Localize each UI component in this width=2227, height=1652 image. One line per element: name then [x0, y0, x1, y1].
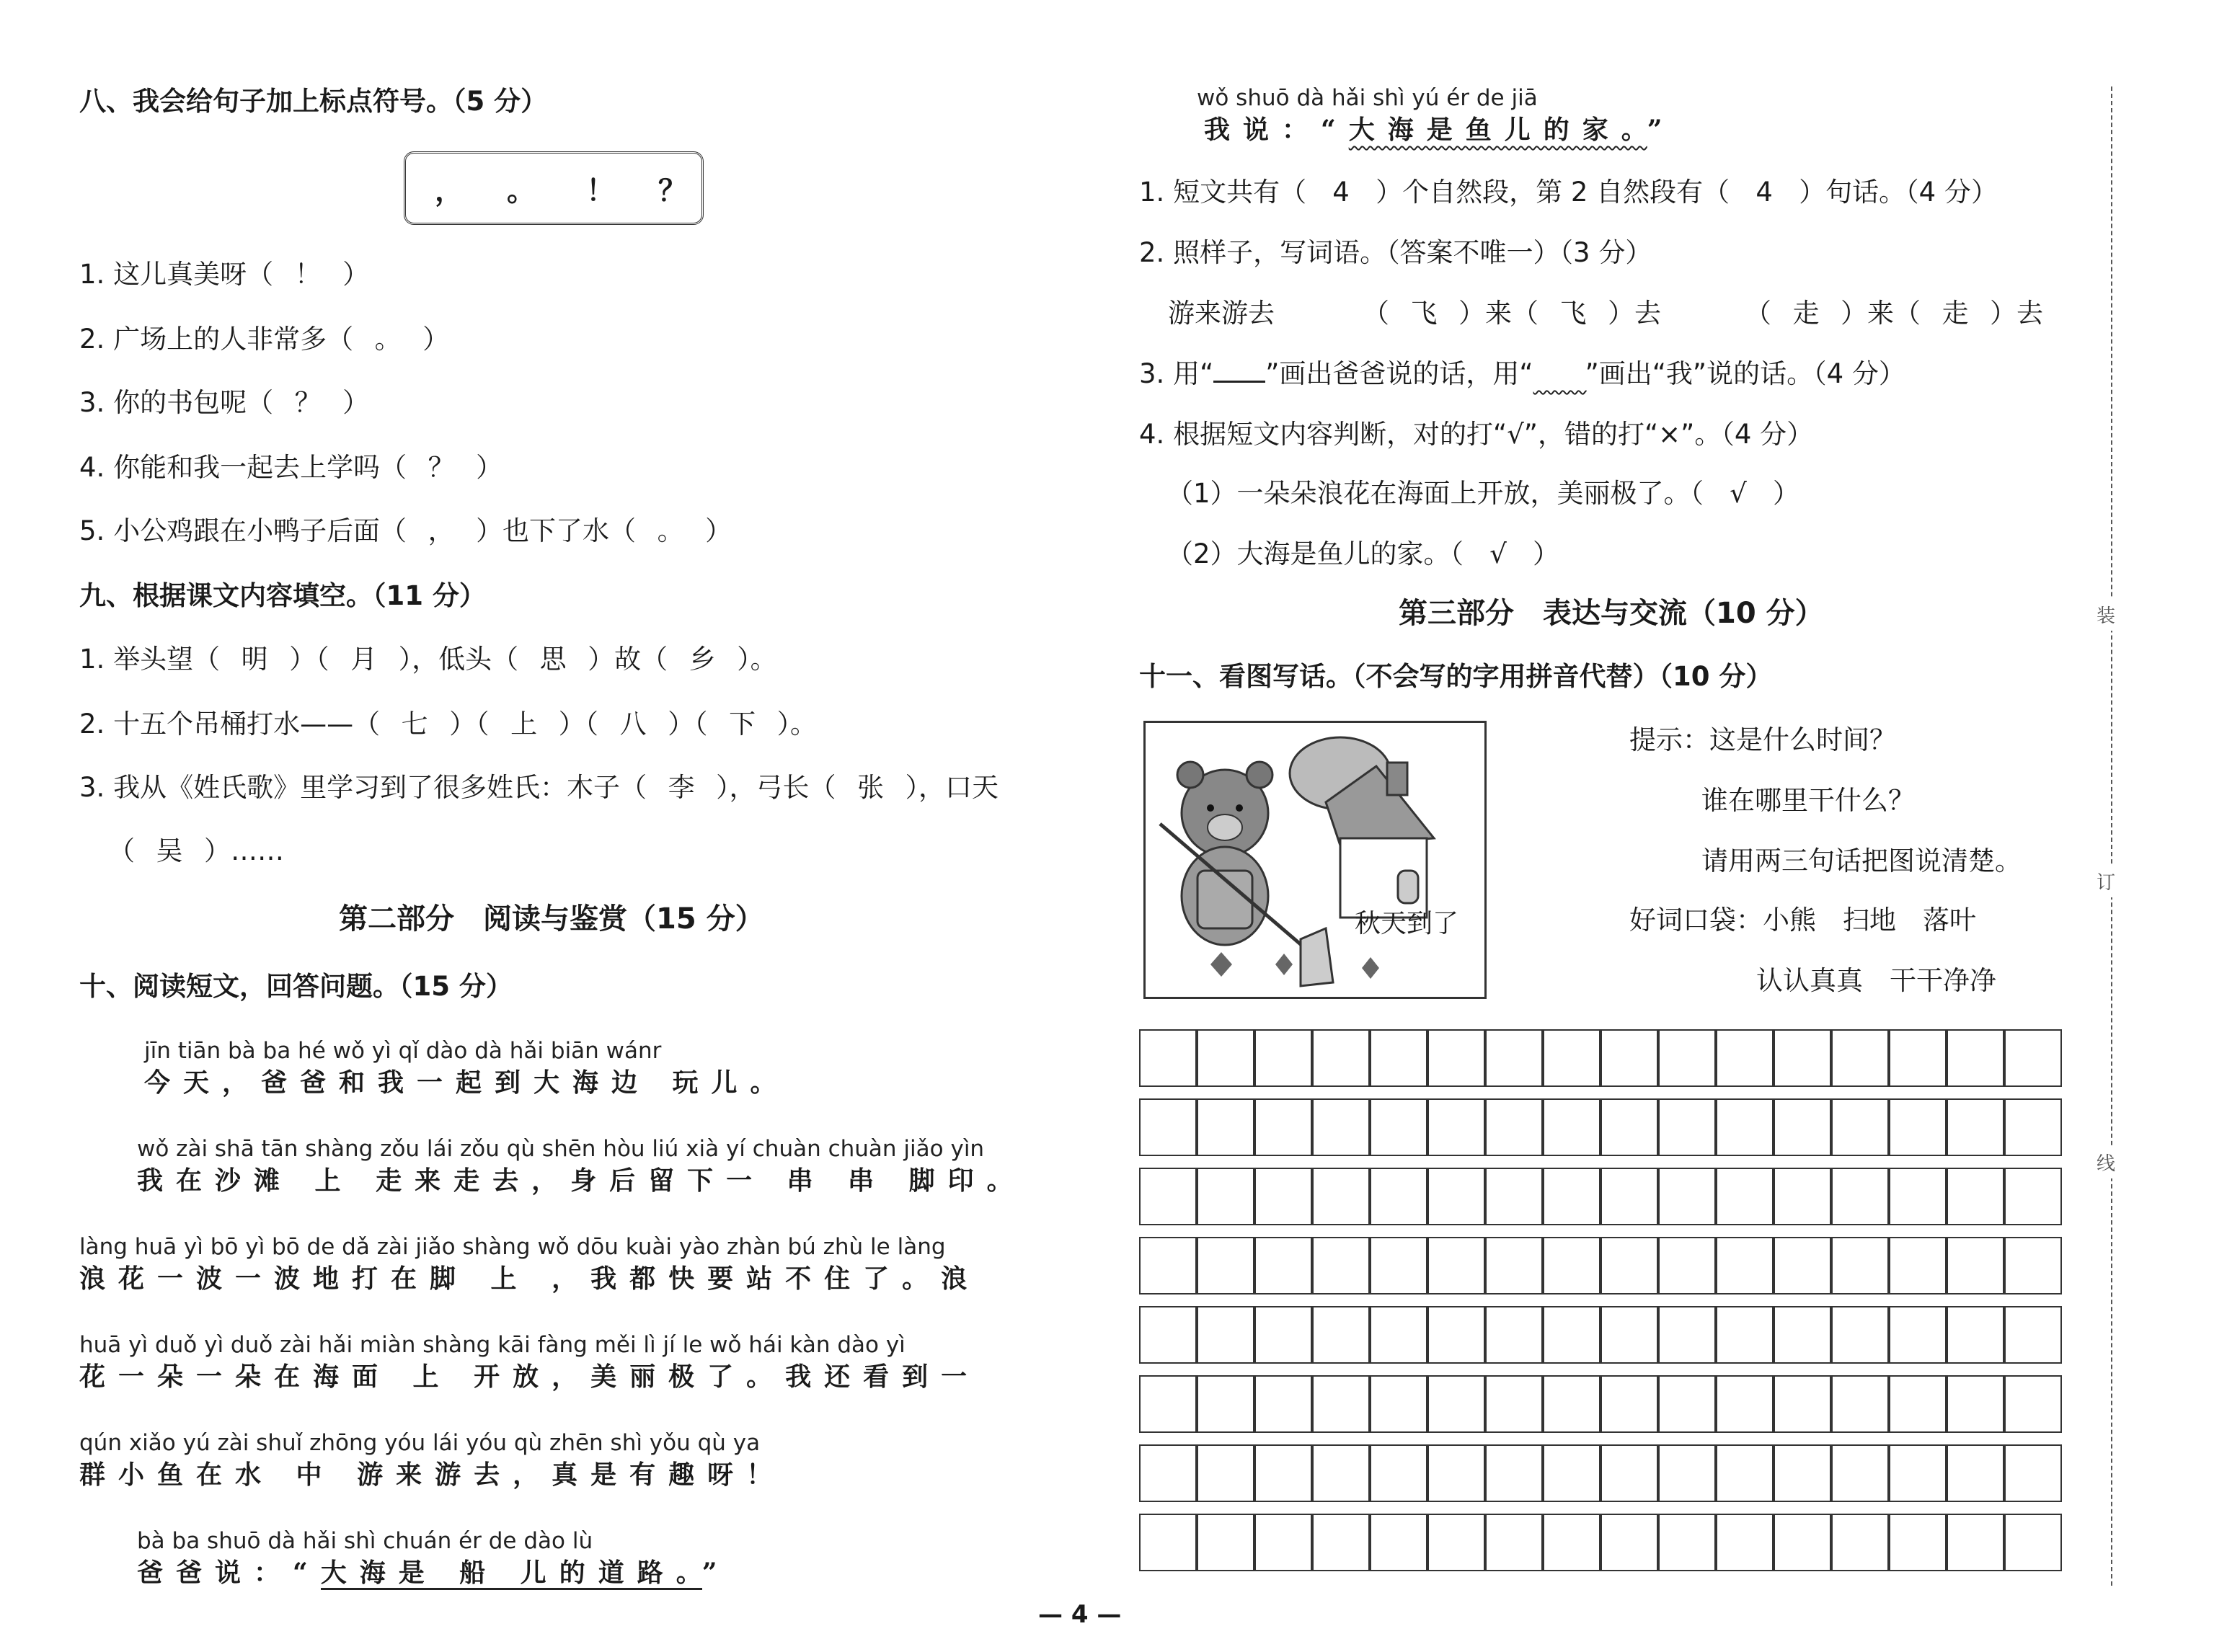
- grid-cell[interactable]: [1774, 1514, 1831, 1571]
- grid-row: [1139, 1306, 2062, 1364]
- grid-cell[interactable]: [1831, 1306, 1889, 1364]
- q10-sub-2-example: 游来游去: [1168, 298, 1275, 329]
- grid-cell[interactable]: [1716, 1168, 1774, 1225]
- bear-illustration: [1146, 723, 1484, 997]
- grid-cell[interactable]: [1831, 1168, 1889, 1225]
- me-quote-line: 我说：“大海是鱼儿的家。”: [1204, 115, 1675, 145]
- grid-cell[interactable]: [1947, 1237, 2004, 1294]
- q10-sub-1: 1. 短文共有（ 4 ）个自然段，第 2 自然段有（ 4 ）句话。（4 分）: [1139, 177, 1998, 208]
- grid-cell[interactable]: [1543, 1514, 1600, 1571]
- grid-cell[interactable]: [1254, 1168, 1312, 1225]
- grid-cell[interactable]: [1658, 1098, 1716, 1156]
- grid-cell[interactable]: [1197, 1444, 1254, 1502]
- wavy-line-sample: ​: [1533, 358, 1587, 389]
- grid-row: [1139, 1514, 2062, 1571]
- grid-cell[interactable]: [1139, 1098, 1197, 1156]
- grid-cell[interactable]: [1658, 1306, 1716, 1364]
- grid-cell[interactable]: [1600, 1237, 1658, 1294]
- grid-cell[interactable]: [1254, 1444, 1312, 1502]
- passage-pinyin-5: qún xiǎo yú zài shuǐ zhōng yóu lái yóu qù zhēn shì yǒu qù ya: [79, 1430, 761, 1456]
- grid-cell[interactable]: [1197, 1098, 1254, 1156]
- grid-cell[interactable]: [1370, 1237, 1427, 1294]
- grid-cell[interactable]: [1485, 1237, 1543, 1294]
- grid-cell[interactable]: [1139, 1168, 1197, 1225]
- q10-sub-3: 3. 用“ ”画出爸爸说的话，用“​ ”画出“我”说的话。（4 分）: [1139, 358, 1905, 389]
- grid-cell[interactable]: [1427, 1237, 1485, 1294]
- q8-item-1: 1. 这儿真美呀（ ！ ）: [79, 259, 370, 290]
- grid-cell[interactable]: [1947, 1029, 2004, 1087]
- grid-cell[interactable]: [2004, 1375, 2062, 1433]
- tip-1: 提示：这是什么时间？: [1629, 724, 1896, 755]
- grid-cell[interactable]: [1139, 1306, 1197, 1364]
- grid-cell[interactable]: [1774, 1306, 1831, 1364]
- grid-cell[interactable]: [1254, 1237, 1312, 1294]
- passage-pinyin-2: wǒ zài shā tān shàng zǒu lái zǒu qù shēn hòu liú xià yí chuàn chuàn jiǎo yìn: [137, 1136, 985, 1162]
- grid-cell[interactable]: [1543, 1237, 1600, 1294]
- picture-caption: 秋天到了: [1355, 909, 1459, 938]
- grid-cell[interactable]: [1427, 1306, 1485, 1364]
- q10-sub-2-fill-2: （ 走 ）来（ 走 ）去: [1745, 298, 2043, 329]
- grid-cell[interactable]: [1312, 1306, 1370, 1364]
- q10-title: 十、阅读短文，回答问题。（15 分）: [79, 971, 513, 1002]
- bear-sweeping-picture: [1143, 721, 1487, 999]
- grid-cell[interactable]: [1254, 1306, 1312, 1364]
- grid-cell[interactable]: [1889, 1029, 1947, 1087]
- mark-question: ？: [658, 174, 687, 208]
- binding-dashed-line: [2111, 86, 2112, 1586]
- tip-3: 请用两三句话把图说清楚。: [1701, 845, 2022, 876]
- straight-line-sample: [1213, 359, 1265, 383]
- grid-cell[interactable]: [1658, 1168, 1716, 1225]
- grid-cell[interactable]: [1774, 1168, 1831, 1225]
- q10-sub-2-fill-1: （ 飞 ）来（ 飞 ）去: [1363, 298, 1661, 329]
- grid-cell[interactable]: [1427, 1375, 1485, 1433]
- grid-cell[interactable]: [1254, 1514, 1312, 1571]
- grid-cell[interactable]: [1889, 1168, 1947, 1225]
- q9-line-3: 3. 我从《姓氏歌》里学习到了很多姓氏：木子（ 李 ），弓长（ 张 ），口天: [79, 772, 999, 803]
- grid-cell[interactable]: [1889, 1306, 1947, 1364]
- grid-cell[interactable]: [1370, 1514, 1427, 1571]
- q9-line-4: （ 吴 ）……: [108, 835, 284, 866]
- answer: ？: [294, 387, 322, 418]
- grid-cell[interactable]: [1139, 1029, 1197, 1087]
- grid-cell[interactable]: [1139, 1514, 1197, 1571]
- q9-title: 九、根据课文内容填空。（11 分）: [79, 580, 486, 611]
- q8-item-3: 3. 你的书包呢（ ？ ）: [79, 387, 370, 418]
- dad-quote-line: 爸爸说：“大海是 船 儿的道路。”: [137, 1557, 730, 1589]
- q10-sub-4-b: （2）大海是鱼儿的家。（ √ ）: [1166, 538, 1560, 569]
- binding-char-2: 订: [2097, 865, 2115, 897]
- grid-cell[interactable]: [1370, 1444, 1427, 1502]
- answer: 。: [374, 324, 402, 355]
- mark-exclaim: ！: [586, 174, 615, 208]
- q8-item-4: 4. 你能和我一起去上学吗（ ？ ）: [79, 452, 503, 483]
- grid-cell[interactable]: [1370, 1375, 1427, 1433]
- answer: ？: [428, 452, 455, 483]
- grid-cell[interactable]: [1947, 1098, 2004, 1156]
- grid-cell[interactable]: [1600, 1098, 1658, 1156]
- q9-line-2: 2. 十五个吊桶打水——（ 七 ）（ 上 ）（ 八 ）（ 下 ）。: [79, 709, 818, 740]
- grid-cell[interactable]: [1658, 1514, 1716, 1571]
- passage-pinyin-3: làng huā yì bō yì bō de dǎ zài jiǎo shàng wǒ dōu kuài yào zhàn bú zhù le làng: [79, 1234, 946, 1260]
- grid-cell[interactable]: [1197, 1168, 1254, 1225]
- grid-cell[interactable]: [1312, 1168, 1370, 1225]
- mark-comma: ，: [435, 174, 464, 208]
- grid-cell[interactable]: [1716, 1514, 1774, 1571]
- grid-cell[interactable]: [1485, 1444, 1543, 1502]
- part-3-heading: 第三部分 表达与交流（10 分）: [1399, 597, 1824, 630]
- grid-cell[interactable]: [1947, 1306, 2004, 1364]
- q8-title: 八、我会给句子加上标点符号。（5 分）: [79, 86, 548, 117]
- grid-cell[interactable]: [1139, 1444, 1197, 1502]
- grid-cell[interactable]: [1543, 1306, 1600, 1364]
- grid-cell[interactable]: [1658, 1237, 1716, 1294]
- q10-sub-2: 2. 照样子，写词语。（答案不唯一）（3 分）: [1139, 237, 1652, 268]
- good-words-2: 认认真真 干干净净: [1756, 965, 1996, 996]
- grid-cell[interactable]: [1716, 1375, 1774, 1433]
- grid-cell[interactable]: [1427, 1029, 1485, 1087]
- grid-cell[interactable]: [1485, 1375, 1543, 1433]
- grid-cell[interactable]: [1716, 1029, 1774, 1087]
- grid-cell[interactable]: [1947, 1168, 2004, 1225]
- grid-cell[interactable]: [1831, 1098, 1889, 1156]
- grid-cell[interactable]: [1947, 1375, 2004, 1433]
- grid-cell[interactable]: [1831, 1444, 1889, 1502]
- grid-cell[interactable]: [1427, 1514, 1485, 1571]
- grid-cell[interactable]: [1947, 1444, 2004, 1502]
- grid-cell[interactable]: [1312, 1237, 1370, 1294]
- grid-row: [1139, 1444, 2062, 1502]
- q11-title: 十一、看图写话。（不会写的字用拼音代替）（10 分）: [1139, 661, 1773, 692]
- grid-cell[interactable]: [1197, 1029, 1254, 1087]
- grid-cell[interactable]: [1600, 1375, 1658, 1433]
- grid-cell[interactable]: [2004, 1098, 2062, 1156]
- q9-line-1: 1. 举头望（ 明 ）（ 月 ），低头（ 思 ）故（ 乡 ）。: [79, 644, 777, 675]
- grid-cell[interactable]: [1197, 1375, 1254, 1433]
- grid-cell[interactable]: [1197, 1306, 1254, 1364]
- grid-row: [1139, 1375, 2062, 1433]
- grid-cell[interactable]: [1370, 1029, 1427, 1087]
- grid-cell[interactable]: [1427, 1098, 1485, 1156]
- grid-cell[interactable]: [2004, 1029, 2062, 1087]
- grid-cell[interactable]: [1485, 1168, 1543, 1225]
- me-pinyin: wǒ shuō dà hǎi shì yú ér de jiā: [1197, 85, 1538, 111]
- grid-cell[interactable]: [1485, 1306, 1543, 1364]
- good-words-1: 好词口袋：小熊 扫地 落叶: [1629, 905, 1976, 936]
- part-2-heading: 第二部分 阅读与鉴赏（15 分）: [339, 902, 764, 936]
- me-quote-wavy: 大海是鱼儿的家。: [1348, 115, 1647, 145]
- grid-cell[interactable]: [1658, 1444, 1716, 1502]
- grid-cell[interactable]: [1600, 1306, 1658, 1364]
- grid-row: [1139, 1029, 2062, 1087]
- grid-cell[interactable]: [1543, 1098, 1600, 1156]
- grid-cell[interactable]: [1889, 1375, 1947, 1433]
- grid-cell[interactable]: [1543, 1444, 1600, 1502]
- grid-cell[interactable]: [1831, 1375, 1889, 1433]
- grid-cell[interactable]: [1831, 1237, 1889, 1294]
- grid-cell[interactable]: [1889, 1237, 1947, 1294]
- grid-cell[interactable]: [1312, 1098, 1370, 1156]
- tip-2: 谁在哪里干什么？: [1701, 785, 1915, 816]
- grid-cell[interactable]: [1774, 1375, 1831, 1433]
- passage-line-3: 浪花一波一波地打在脚 上 ，我都快要站不住了。浪: [79, 1264, 980, 1294]
- grid-cell[interactable]: [1312, 1029, 1370, 1087]
- grid-cell[interactable]: [1543, 1168, 1600, 1225]
- grid-cell[interactable]: [1370, 1168, 1427, 1225]
- grid-cell[interactable]: [1658, 1029, 1716, 1087]
- grid-row: [1139, 1098, 2062, 1156]
- grid-row: [1139, 1237, 2062, 1294]
- grid-cell[interactable]: [1370, 1098, 1427, 1156]
- passage-line-1: 今天，爸爸和我一起到大海边 玩儿。: [144, 1067, 789, 1098]
- grid-cell[interactable]: [1139, 1237, 1197, 1294]
- grid-cell[interactable]: [1831, 1514, 1889, 1571]
- grid-cell[interactable]: [1889, 1444, 1947, 1502]
- grid-row: [1139, 1168, 2062, 1225]
- grid-cell[interactable]: [1197, 1514, 1254, 1571]
- grid-cell[interactable]: [1831, 1029, 1889, 1087]
- grid-cell[interactable]: [1254, 1098, 1312, 1156]
- grid-cell[interactable]: [1543, 1375, 1600, 1433]
- grid-cell[interactable]: [1716, 1098, 1774, 1156]
- grid-cell[interactable]: [1600, 1444, 1658, 1502]
- grid-cell[interactable]: [1774, 1029, 1831, 1087]
- grid-cell[interactable]: [1197, 1237, 1254, 1294]
- grid-cell[interactable]: [1370, 1306, 1427, 1364]
- grid-cell[interactable]: [1716, 1306, 1774, 1364]
- grid-cell[interactable]: [1427, 1168, 1485, 1225]
- grid-cell[interactable]: [1254, 1029, 1312, 1087]
- passage-line-5: 群小鱼在水 中 游来游去，真是有趣呀！: [79, 1460, 786, 1490]
- grid-cell[interactable]: [1774, 1444, 1831, 1502]
- grid-cell[interactable]: [1600, 1029, 1658, 1087]
- grid-cell[interactable]: [1774, 1098, 1831, 1156]
- answer: ！: [294, 259, 322, 290]
- grid-cell[interactable]: [1716, 1237, 1774, 1294]
- grid-cell[interactable]: [1889, 1514, 1947, 1571]
- grid-cell[interactable]: [1716, 1444, 1774, 1502]
- grid-cell[interactable]: [1312, 1444, 1370, 1502]
- q10-sub-4-a: （1）一朵朵浪花在海面上开放，美丽极了。（ √ ）: [1166, 478, 1800, 509]
- grid-cell[interactable]: [2004, 1168, 2062, 1225]
- page-number: — 4 —: [1038, 1600, 1122, 1629]
- grid-cell[interactable]: [2004, 1514, 2062, 1571]
- grid-cell[interactable]: [1543, 1029, 1600, 1087]
- grid-cell[interactable]: [1947, 1514, 2004, 1571]
- grid-cell[interactable]: [1312, 1375, 1370, 1433]
- punctuation-box: [404, 151, 704, 225]
- grid-cell[interactable]: [2004, 1306, 2062, 1364]
- dad-quote-underlined: 大海是 船 儿的道路。: [321, 1558, 702, 1590]
- grid-cell[interactable]: [1774, 1237, 1831, 1294]
- q8-item-2: 2. 广场上的人非常多（ 。 ）: [79, 324, 450, 355]
- passage-pinyin-4: huā yì duǒ yì duǒ zài hǎi miàn shàng kāi fàng měi lì jí le wǒ hái kàn dào yì: [79, 1332, 906, 1358]
- grid-cell[interactable]: [1600, 1514, 1658, 1571]
- answer: ，: [428, 515, 455, 546]
- grid-cell[interactable]: [2004, 1444, 2062, 1502]
- grid-cell[interactable]: [1658, 1375, 1716, 1433]
- passage-pinyin-1: jīn tiān bà ba hé wǒ yì qǐ dào dà hǎi biān wánr: [144, 1038, 662, 1064]
- grid-cell[interactable]: [1254, 1375, 1312, 1433]
- answer: 。: [657, 515, 684, 546]
- grid-cell[interactable]: [1485, 1098, 1543, 1156]
- grid-cell[interactable]: [1600, 1168, 1658, 1225]
- grid-cell[interactable]: [1485, 1514, 1543, 1571]
- passage-line-4: 花一朵一朵在海面 上 开放，美丽极了。我还看到一: [79, 1362, 980, 1392]
- q8-item-5: 5. 小公鸡跟在小鸭子后面（ ， ）也下了水（ 。 ）: [79, 515, 732, 546]
- grid-cell[interactable]: [1485, 1029, 1543, 1087]
- binding-char-1: 装: [2097, 598, 2115, 631]
- binding-char-3: 线: [2097, 1146, 2115, 1178]
- mark-period: 。: [507, 174, 536, 208]
- passage-line-2: 我在沙滩 上 走来走去，身后留下一 串 串 脚印。: [137, 1165, 1026, 1196]
- grid-cell[interactable]: [1889, 1098, 1947, 1156]
- dad-pinyin: bà ba shuō dà hǎi shì chuán ér de dào lù: [137, 1528, 593, 1554]
- grid-cell[interactable]: [2004, 1237, 2062, 1294]
- grid-cell[interactable]: [1312, 1514, 1370, 1571]
- grid-cell[interactable]: [1427, 1444, 1485, 1502]
- q10-sub-4: 4. 根据短文内容判断，对的打“√”，错的打“×”。（4 分）: [1139, 419, 1814, 450]
- grid-cell[interactable]: [1139, 1375, 1197, 1433]
